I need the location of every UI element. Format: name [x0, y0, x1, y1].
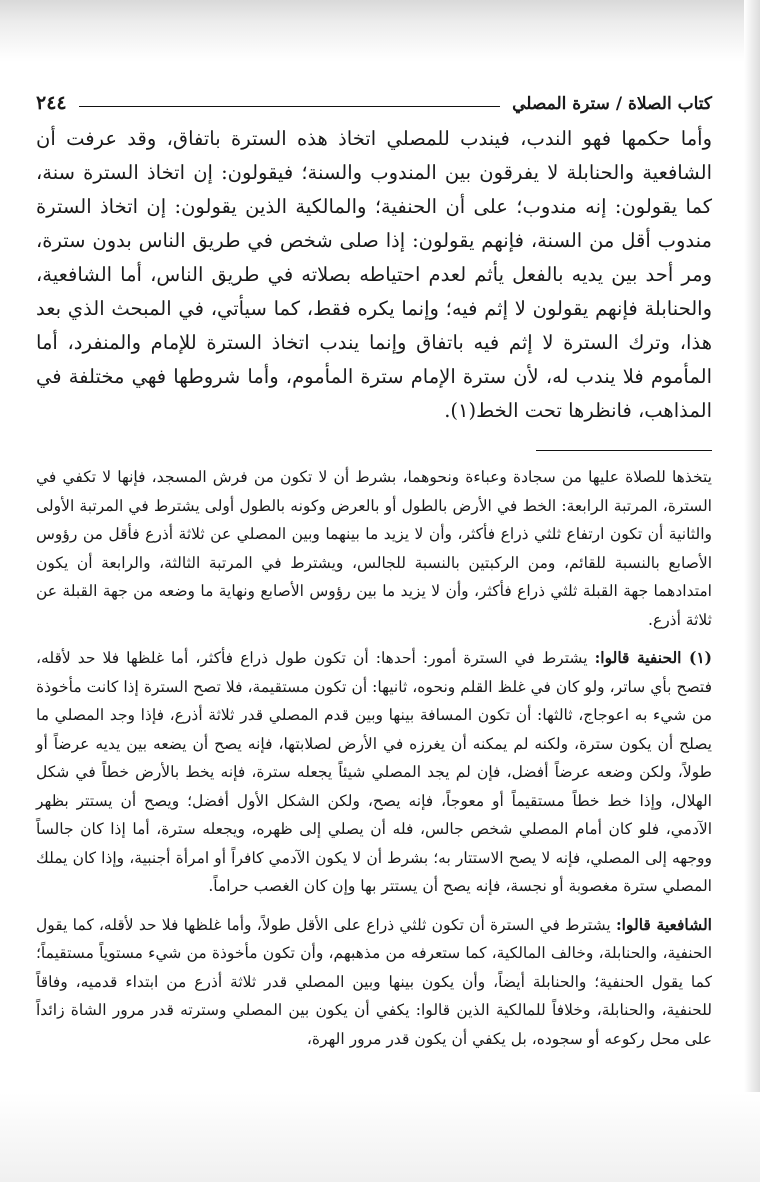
scan-shadow-right — [744, 0, 760, 1182]
footnote-hanafi-paragraph — [36, 644, 712, 901]
footnote-shafii-text: يشترط في السترة أن تكون ثلثي ذراع على الأقل طولاً، وأما غلظها فلا حد لأقله، كما يقول الحنفية، والحنابلة، وخالف المالكية، كما ستعرفه من مذهبهم، وأن تكون مأخوذة من شيء مستوياً مستقيماً؛ كما يقول الحنفية؛ والحنابلة أيضاً، وأن يكون بينها وبين المصلي قدر ثلاثة أذرع من ابتداء قدميه، وفاقاً للحنفية، والحنابلة، وخلافاً للمالكية الذين قالوا: يكفي أن يكون بين المصلي وسترته قدر مرور الشاة زائداً على محل ركوعه أو سجوده، بل يكفي أن يكون قدر مرور الهرة، — [36, 915, 712, 1048]
main-text — [36, 122, 712, 428]
scan-shadow-top — [0, 0, 760, 62]
footnote-shafii — [36, 911, 712, 1054]
scan-shadow-bottom — [0, 1092, 760, 1182]
page-header — [36, 80, 712, 114]
footnote-continuation — [36, 463, 712, 634]
book-page — [36, 80, 712, 1053]
main-paragraph: وأما حكمها فهو الندب، فيندب للمصلي اتخاذ هذه السترة باتفاق، وقد عرفت أن الشافعية والحنابلة لا يفرقون بين المندوب والسنة؛ فيقولون: إن اتخاذ السترة سنة، كما يقولون: إنه مندوب؛ على أن الحنفية؛ والمالكية الذين يقولون: إن اتخاذ السترة مندوب أقل من السنة، فإنهم يقولون: إذا صلى شخص في طريق الناس بدون سترة، ومر أحد بين يديه بالفعل يأثم لعدم احتياطه بصلاته في طريق الناس، أما الشافعية، والحنابلة فإنهم يقولون لا إثم فيه؛ وإنما يكره فقط، كما سيأتي، في المبحث الذي بعد هذا، وترك السترة لا إثم فيه باتفاق وإنما يندب اتخاذ السترة للإمام والمنفرد، أما المأموم فلا يندب له، لأن سترة الإمام سترة المأموم، وأما شروطها فهي مختلفة في المذاهب، فانظرها تحت الخط(١). — [36, 127, 712, 422]
header-rule — [79, 106, 500, 107]
footnote-divider — [536, 450, 712, 451]
footnote-continuation-text: يتخذها للصلاة عليها من سجادة وعباءة ونحوهما، بشرط أن لا تكون من فرش المسجد، فإنها لا تكفي في السترة، المرتبة الرابعة: الخط في الأرض بالطول أو بالعرض وكونه بالطول أولى يشترط في المرتبة الأولى والثانية أن تكون ارتفاع ثلثي ذراع فأكثر، وأن لا يزيد ما بينهما وبين المصلي عن ثلاثة أذرع فأقل من رؤوس الأصابع بالنسبة للقائم، ومن الركبتين بالنسبة للجالس، ويشترط في المرتبة الثالثة، والرابعة أن يكون امتدادهما جهة القبلة ثلثي ذراع فأكثر، وأن لا يزيد ما بين رؤوس الأصابع ونهاية ما وضعه من جهة القبلة عن ثلاثة أذرع. — [36, 468, 712, 629]
running-title: كتاب الصلاة / سترة المصلي — [512, 94, 712, 114]
footnote-hanafi-text: يشترط في السترة أمور: أحدها: أن تكون طول ذراع فأكثر، أما غلظها فلا حد لأقله، فتصح بأي ساتر، ولو كان في غلظ القلم ونحوه، ثانيها: أن تكون مستقيمة، فلا تصح السترة إذا كانت مأخوذة من شيء به اعوجاج، ثالثها: أن تكون المسافة بينها وبين قدم المصلي قدر ثلاثة أذرع، فإذا وجد المصلي ما يصلح أن يكون سترة، ولكنه لم يمكنه أن يغرزه في الأرض لصلابتها، فإنه يصح أن يضعه بين يديه عرضاً أو طولاً، ولكن وضعه عرضاً أفضل، فإن لم يجد المصلي شيئاً يجعله سترة، فإنه يخط بالأرض خطاً في شكل الهلال، وإذا خط خطاً مستقيماً أو معوجاً، فإنه يصح، ولكن الشكل الأول أفضل؛ ويصح أن يستتر بظهر الآدمي، فلو كان أمام المصلي شخص جالس، فله أن يصلي إلى ظهره، ويجعله سترة، أما إذا كان جالساً ووجهه إلى المصلي، فإنه لا يصح الاستتار به؛ بشرط أن لا يكون الآدمي كافراً أو امرأة أجنبية، وإذا كان يملك المصلي سترة مغصوبة أو نجسة، فإنه يصح أن يستتر بها وإن كان الغصب حراماً. — [36, 649, 712, 895]
page-number: ٢٤٤ — [36, 92, 67, 114]
footnote-shafii-lead: الشافعية قالوا: — [615, 914, 712, 934]
footnote-hanafi — [36, 644, 712, 901]
footnote-shafii-paragraph — [36, 911, 712, 1054]
footnote-hanafi-lead: (١) الحنفية قالوا: — [594, 648, 712, 667]
